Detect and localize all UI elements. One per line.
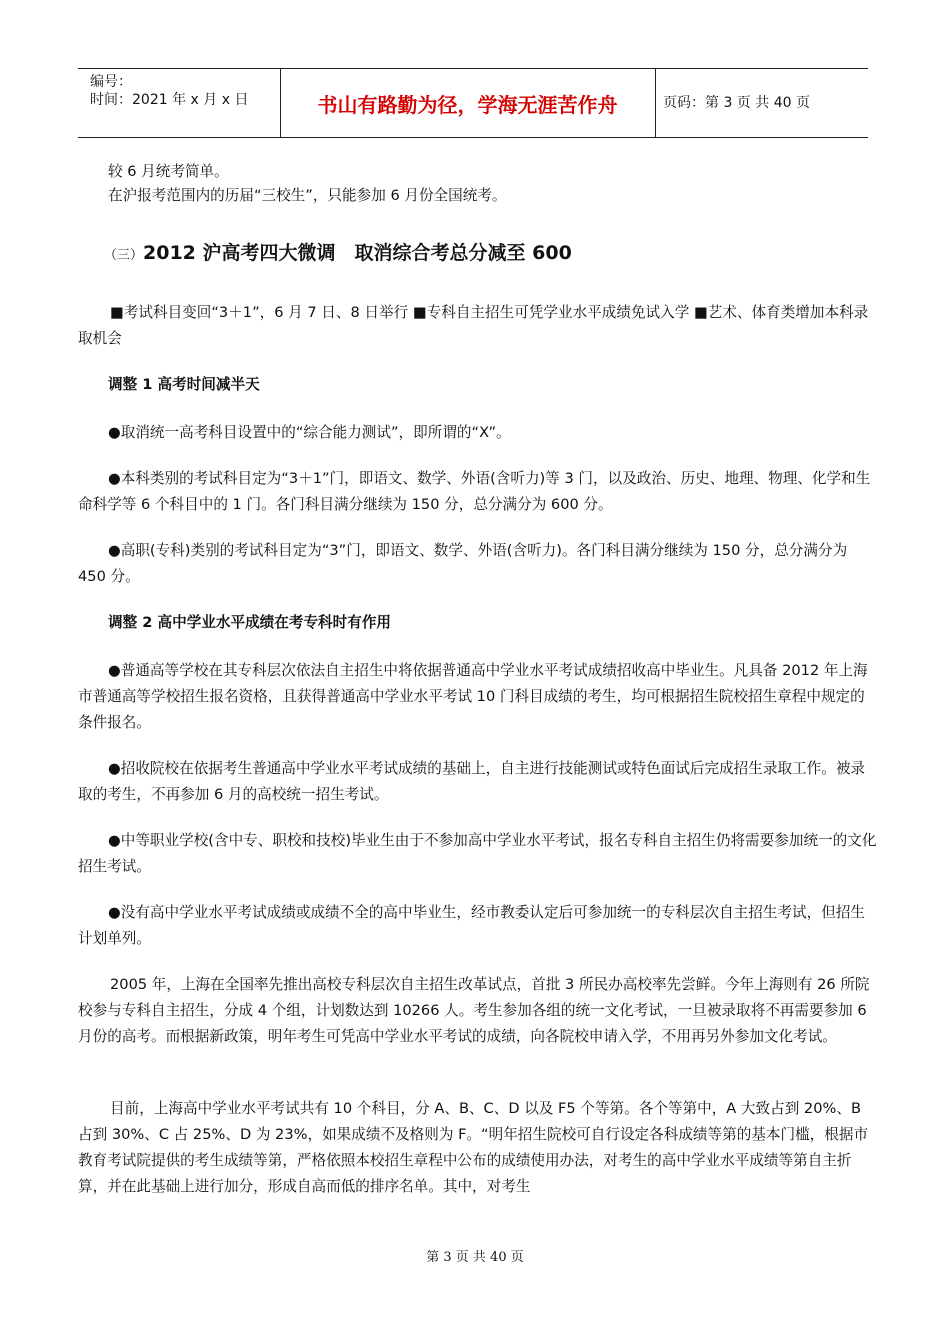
subheading-adjustment-2: 调整 2 高中学业水平成绩在考专科时有作用 <box>108 614 392 631</box>
paragraph: ●没有高中学业水平考试成绩或成绩不全的高中毕业生，经市教委认定后可参加统一的专科层次自主招生考试，但招生计划单列。 <box>78 904 866 947</box>
subheading-adjustment-1: 调整 1 高考时间减半天 <box>108 376 260 393</box>
document-date-label: 时间：2021 年 x 月 x 日 <box>90 92 249 108</box>
header-motto: 书山有路勤为径，学海无涯苦作舟 <box>317 93 618 117</box>
paragraph: 2005 年，上海在全国率先推出高校专科层次自主招生改革试点，首批 3 所民办高校率先尝鲜。今年上海则有 26 所院校参与专科自主招生，分成 4 个组，计划数达到 10266 人。考生参加各组的统一文化考试，一旦被录取将不再需要参加 6 月份的高考。而根据新政策，明年考生可凭高中学业水平考试的成绩，向各院校申请入学，不用再另外参加文化考试。 <box>78 976 870 1045</box>
page-footer: 第 3 页 共 40 页 <box>426 1250 524 1265</box>
section-prefix: （三） <box>104 248 144 263</box>
section-heading <box>104 238 572 271</box>
section-title: 2012 沪高考四大微调 取消综合考总分减至 600 <box>143 242 572 264</box>
paragraph: ●本科类别的考试科目定为“3＋1”门，即语文、数学、外语(含听力)等 3 门，以及政治、历史、地理、物理、化学和生命科学等 6 个科目中的 1 门。各门科目满分继续为 150 分，总分满分为 600 分。 <box>78 470 871 513</box>
paragraph: ●招收院校在依据考生普通高中学业水平考试成绩的基础上，自主进行技能测试或特色面试后完成招生录取工作。被录取的考生，不再参加 6 月的高校统一招生考试。 <box>78 760 866 803</box>
header-meta-cell <box>78 69 281 137</box>
header-page-cell <box>655 69 868 137</box>
paragraph: ●中等职业学校(含中专、职校和技校)毕业生由于不参加高中学业水平考试，报名专科自主招生仍将需要参加统一的文化招生考试。 <box>78 832 877 875</box>
header-page-number: 页码：第 3 页 共 40 页 <box>663 95 810 111</box>
document-number-label: 编号： <box>90 74 132 90</box>
paragraph: ●取消统一高考科目设置中的“综合能力测试”，即所谓的“X”。 <box>108 424 511 441</box>
paragraph: ●普通高等学校在其专科层次依法自主招生中将依据普通高中学业水平考试成绩招收高中毕业生。凡具备 2012 年上海市普通高等学校招生报名资格，且获得普通高中学业水平考试 10 门科目成绩的考生，均可根据招生院校招生章程中规定的条件报名。 <box>78 662 868 731</box>
paragraph: ●高职(专科)类别的考试科目定为“3”门，即语文、数学、外语(含听力)。各门科目满分继续为 150 分，总分满分为 450 分。 <box>78 542 848 585</box>
header-motto-cell <box>280 69 656 137</box>
paragraph: 较 6 月统考简单。 <box>108 163 229 180</box>
page-header <box>78 68 868 138</box>
paragraph: ■考试科目变回“3＋1”，6 月 7 日、8 日举行 ■专科自主招生可凭学业水平成绩免试入学 ■艺术、体育类增加本科录取机会 <box>78 304 869 347</box>
paragraph: 在沪报考范围内的历届“三校生”，只能参加 6 月份全国统考。 <box>108 187 507 204</box>
paragraph: 目前，上海高中学业水平考试共有 10 个科目，分 A、B、C、D 以及 F5 个等第。各个等第中，A 大致占到 20%、B 占到 30%、C 占 25%、D 为 23%，如果成绩不及格则为 F。“明年招生院校可自行设定各科成绩等第的基本门槛，根据市教育考试院提供的考生成绩等第，严格依照本校招生章程中公布的成绩使用办法，对考生的高中学业水平成绩等第自主折算，并在此基础上进行加分，形成自高而低的排序名单。其中，对考生 <box>78 1100 869 1195</box>
